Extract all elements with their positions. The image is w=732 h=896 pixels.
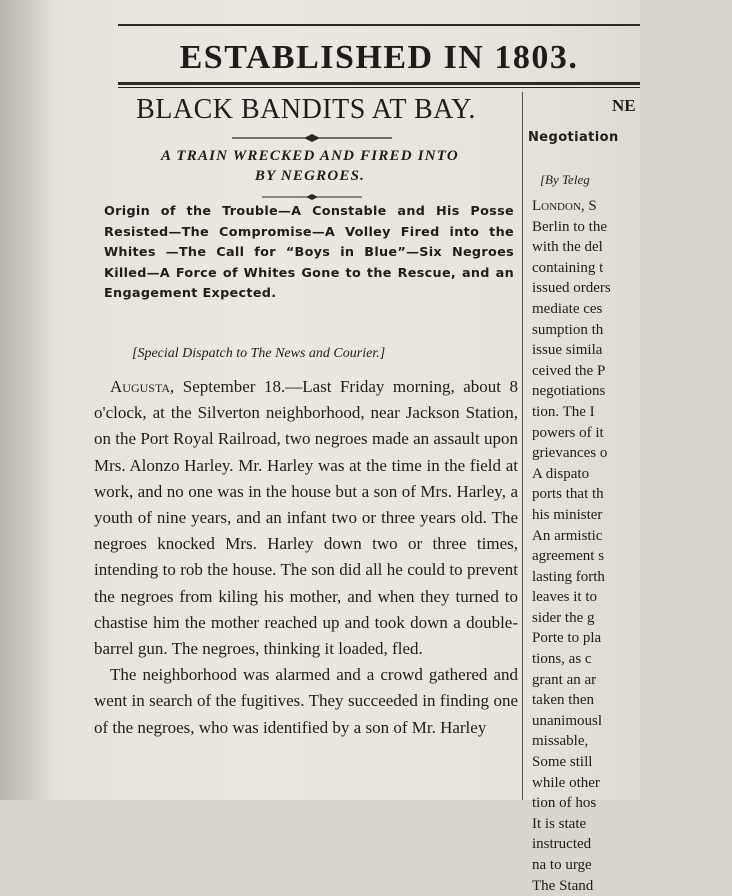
article-paragraph (94, 374, 518, 662)
adjacent-line: grievances o (532, 445, 608, 462)
dispatch-credit: [Special Dispatch to The News and Courier.] (132, 346, 386, 361)
adjacent-dispatch: [By Teleg (540, 172, 590, 187)
adjacent-line: na to urge (532, 857, 592, 873)
adjacent-column (528, 92, 640, 894)
adjacent-line: powers of it (532, 424, 604, 441)
adjacent-line: Berlin to the (532, 218, 607, 235)
headline-divider (232, 134, 392, 142)
subheadline-divider (262, 193, 362, 201)
adjacent-headline: NE (612, 96, 636, 115)
adjacent-line: London, S (532, 198, 597, 214)
adjacent-line: lasting forth (532, 568, 605, 585)
adjacent-line: A dispato (532, 465, 590, 482)
masthead-rule-thick (118, 82, 640, 85)
adjacent-line: sumption th (532, 321, 604, 338)
column-rule (522, 92, 523, 800)
adjacent-line: mediate ces (532, 300, 603, 317)
paper-shadow-left (0, 0, 60, 800)
adjacent-line: instructed (532, 836, 592, 853)
adjacent-line: his minister (532, 506, 603, 523)
top-rule (118, 24, 640, 26)
masthead-rule-thin (118, 87, 640, 88)
adjacent-line: sider the g (532, 609, 595, 626)
adjacent-line: The Stand (532, 877, 594, 894)
adjacent-line: Porte to pla (532, 630, 602, 647)
adjacent-line: ports that th (532, 486, 604, 503)
paragraph-text: September 18.—Last Friday morning, about 8 o'clock, at the Silverton neighborhood, near Jackson Station, on the Port Royal Railroad, two negroes made an assault upon Mrs. Alonzo Harley. Mr. Harley was at the time in the field at work, and no one was in the house but a son of Mrs. Harley, a youth of nine years, and an infant two or three years old. The negroes knocked Mrs. Harley down two or three times, intending to rob the house. The son did all he could to prevent the negroes from kiling his mother, and when they turned to chastise him the mother reached up and took down a double-barrel gun. The negroes, thinking it loaded, fled. (94, 377, 519, 659)
adjacent-line: grant an ar (532, 671, 597, 688)
adjacent-line: issue simila (532, 342, 603, 359)
subheadline-line-1: A TRAIN WRECKED AND FIRED INTO (161, 148, 459, 164)
adjacent-line: taken then (532, 692, 595, 709)
article-paragraph: The neighborhood was alarmed and a crowd gathered and went in search of the fugitives. They succeeded in finding one of the negroes, who was identified by a son of Mr. Harley (94, 665, 518, 737)
article-headline: BLACK BANDITS AT BAY. (136, 94, 476, 125)
article-deck: Origin of the Trouble—A Constable and His Posse Resisted—The Compromise—A Volley Fired into the Whites —The Call for “Boys in Blue”—Six Negroes Killed—A Force of Whites Gone to the Rescue, and an Engagement Expected. (104, 204, 514, 302)
article-body (94, 374, 518, 741)
adjacent-line: missable, (532, 733, 589, 750)
adjacent-line: tion. The I (532, 403, 595, 420)
adjacent-line: An armistic (532, 527, 603, 544)
article-subheadline (100, 146, 520, 186)
masthead: ESTABLISHED IN 1803. (179, 39, 579, 76)
adjacent-body (532, 196, 732, 896)
adjacent-line: with the del (532, 239, 603, 256)
adjacent-line: unanimousl (532, 712, 602, 729)
adjacent-line: agreement s (532, 548, 605, 565)
dateline: Augusta, (110, 377, 175, 396)
adjacent-line: issued orders (532, 280, 611, 297)
adjacent-line: negotiations (532, 383, 606, 400)
adjacent-line: ceived the P (532, 362, 606, 379)
adjacent-line: Some still (532, 754, 593, 771)
adjacent-subheadline: Negotiation (528, 130, 619, 145)
adjacent-line: containing t (532, 259, 604, 276)
adjacent-line: tions, as c (532, 651, 592, 668)
adjacent-line: It is state (532, 815, 587, 832)
adjacent-line: while other (532, 774, 600, 791)
adjacent-line: tion of hos (532, 795, 597, 812)
adjacent-line: leaves it to (532, 589, 597, 606)
subheadline-line-2: BY NEGROES. (254, 168, 366, 184)
